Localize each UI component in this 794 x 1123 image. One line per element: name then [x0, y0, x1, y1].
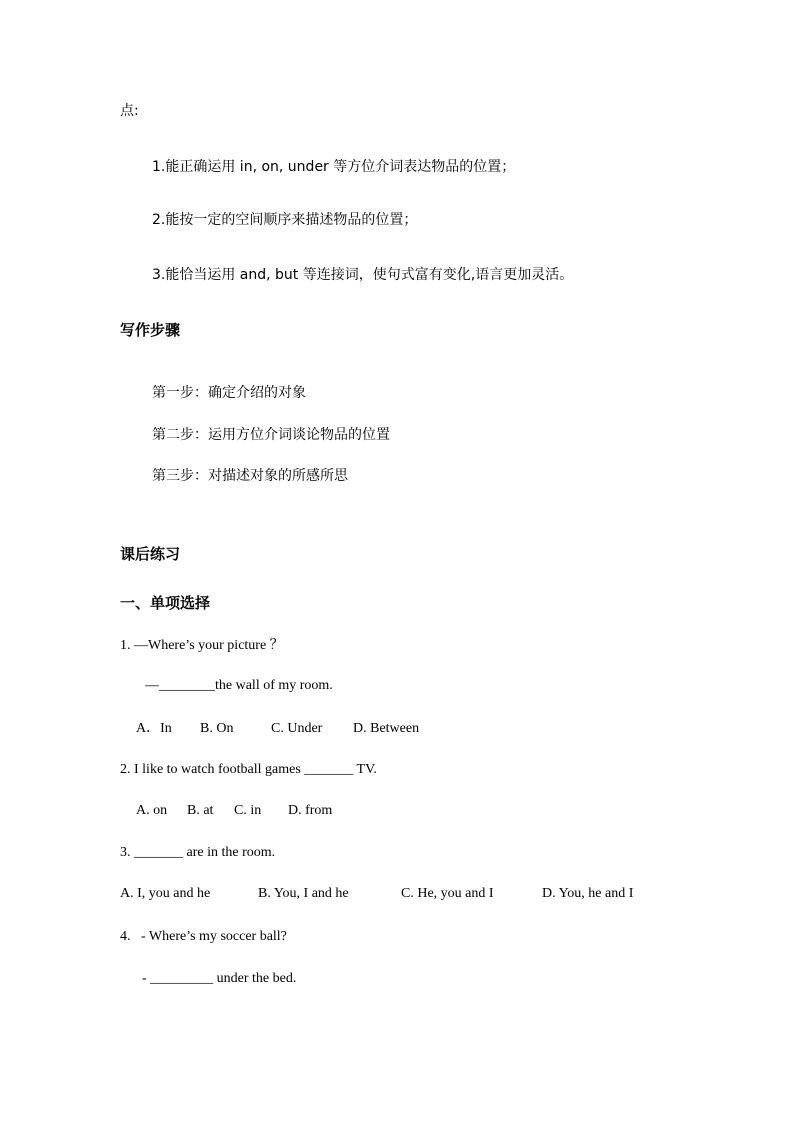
- question-2-option-d: D. from: [288, 803, 333, 818]
- question-2-stem: 2. I like to watch football games _______ TV.: [120, 762, 377, 777]
- question-1-option-a: A．In: [136, 721, 172, 736]
- question-1-option-b: B. On: [200, 721, 234, 736]
- question-3-option-c: C. He, you and I: [401, 886, 494, 901]
- question-2-option-a: A. on: [136, 803, 168, 818]
- question-3-option-a: A. I, you and he: [120, 886, 211, 901]
- question-2-option-c: C. in: [234, 803, 262, 818]
- question-1-stem: 1. —Where’s your picture ？: [120, 638, 284, 653]
- objective-item: 2.能按一定的空间顺序来描述物品的位置；: [152, 212, 418, 228]
- step-item: 第一步：确定介绍的对象: [152, 385, 306, 401]
- question-3-option-b: B. You, I and he: [258, 886, 349, 901]
- question-1-option-c: C. Under: [271, 721, 323, 736]
- objective-item: 1.能正确运用 in, on, under 等方位介词表达物品的位置；: [152, 159, 516, 175]
- question-1-option-d: D. Between: [353, 721, 420, 736]
- question-4-stem: 4. - Where’s my soccer ball?: [120, 929, 287, 944]
- steps-heading: 写作步骤: [120, 321, 181, 339]
- exercise-heading: 课后练习: [120, 545, 181, 563]
- question-1-answer-line: —________the wall of my room.: [145, 678, 333, 693]
- question-4-answer-line: - _________ under the bed.: [142, 971, 297, 986]
- section-heading: 一、单项选择: [120, 594, 211, 612]
- objective-item: 3.能恰当运用 and, but 等连接词，使句式富有变化,语言更加灵活。: [152, 267, 574, 283]
- step-item: 第三步：对描述对象的所感所思: [152, 468, 348, 484]
- question-3-stem: 3. _______ are in the room.: [120, 845, 276, 860]
- question-3-option-d: D. You, he and I: [542, 886, 634, 901]
- objectives-tail: 点:: [120, 103, 139, 119]
- step-item: 第二步：运用方位介词谈论物品的位置: [152, 427, 390, 443]
- question-2-option-b: B. at: [187, 803, 214, 818]
